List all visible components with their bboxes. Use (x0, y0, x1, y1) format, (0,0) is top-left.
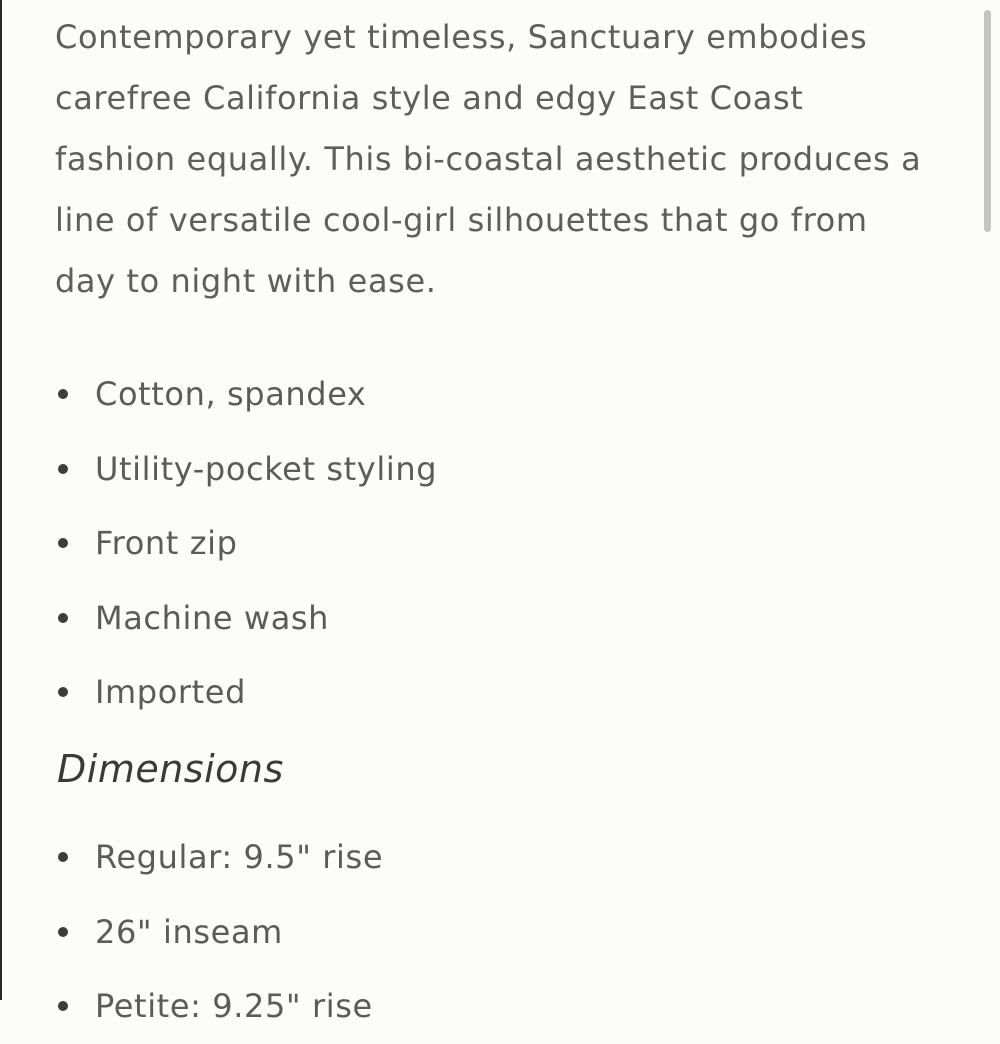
list-item (55, 969, 383, 1044)
bullet-icon (58, 464, 68, 474)
bullet-icon (58, 687, 68, 697)
dimension-text: Regular: 9.5" rise (95, 838, 384, 876)
product-description: Contemporary yet timeless, Sanctuary embodies carefree California style and edgy East Coast fashion equally. This bi-coastal aesthetic produces a line of versatile cool-girl silhouettes that go from day to night with ease. (55, 18, 922, 300)
bullet-icon (58, 389, 68, 399)
feature-text: Front zip (95, 524, 238, 562)
list-item (55, 820, 383, 895)
list-item (55, 581, 437, 656)
scrollbar-thumb[interactable] (984, 10, 991, 232)
list-item (55, 357, 437, 432)
bullet-icon (58, 927, 68, 937)
bullet-icon (58, 613, 68, 623)
dimensions-list (55, 820, 383, 1044)
feature-list (55, 357, 437, 730)
bullet-icon (58, 1001, 68, 1011)
feature-text: Imported (95, 673, 247, 711)
dimension-text: 26" inseam (95, 912, 283, 951)
feature-text: Machine wash (95, 598, 330, 637)
feature-text: Utility-pocket styling (95, 449, 438, 488)
dimensions-heading: Dimensions (57, 747, 284, 791)
list-item (55, 655, 437, 730)
feature-text: Cotton, spandex (95, 375, 367, 413)
dimension-text: Petite: 9.25" rise (95, 987, 373, 1025)
list-item (55, 432, 437, 507)
product-details (55, 0, 955, 1025)
left-window-edge (0, 0, 2, 1000)
list-item (55, 895, 383, 970)
bullet-icon (58, 852, 68, 862)
list-item (55, 506, 437, 581)
bullet-icon (58, 538, 68, 548)
